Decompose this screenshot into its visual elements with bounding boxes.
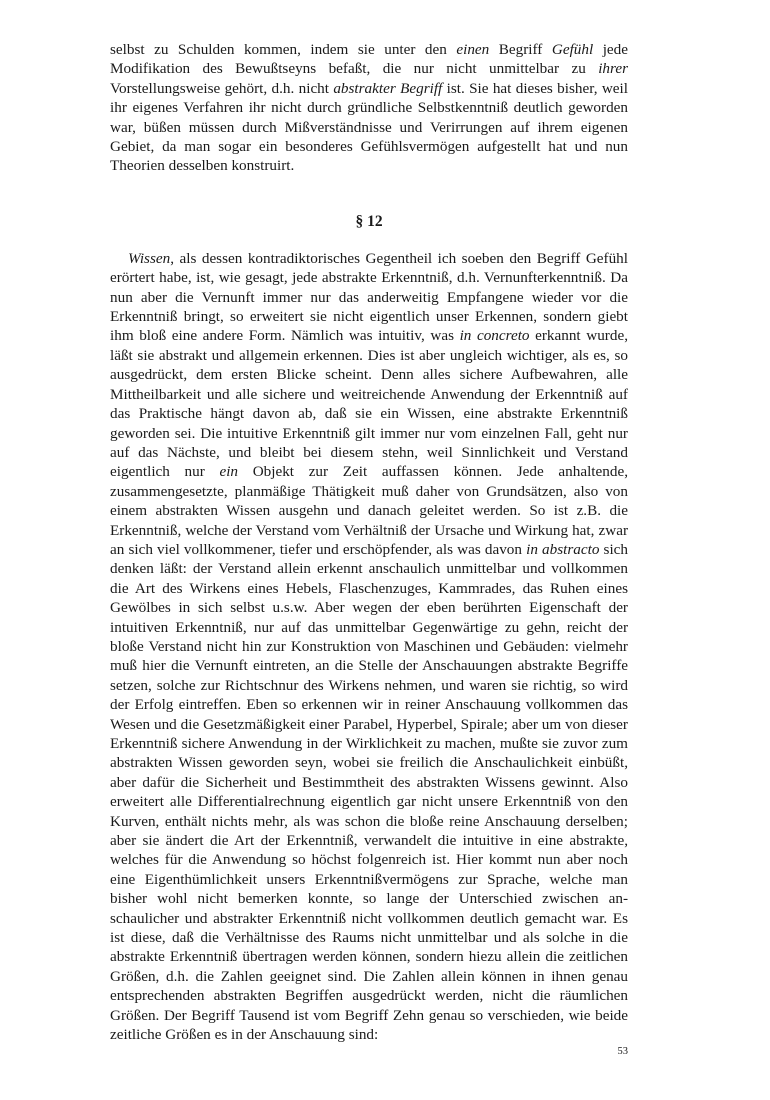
emphasis: in abstracto	[526, 540, 600, 558]
emphasis: einen	[456, 41, 490, 58]
paragraph-carryover: selbst zu Schulden kommen, indem sie unter den einen Begriff Gefühl jede Modifikation des Bewußtseyns befaßt, die nur nicht unmittelbar zu ihrer Vorstellungsweise gehört, d.h. nicht abstrakter Begriff ist. Sie hat dieses bisher, weil ihr eigenes Verfahren ihr nicht durch gründliche Selbstkenntniß deutlich geworden war, büßen müssen durch Mißverständnisse und Verirrungen auf ihrem eigenen Gebiet, da man sogar ein besonderes Gefühlsvermögen aufgestellt hat und nun Theorien desselben konstruirt.	[110, 41, 628, 175]
emphasis: in concreto	[459, 327, 530, 345]
emphasis: Gefühl	[551, 41, 594, 58]
page-number: 53	[617, 1046, 628, 1057]
paragraph-section-12: Wissen, als dessen kontradiktorisches Gegentheil ich soeben den Begriff Gefühl erörtert habe, ist, wie gesagt, jede abstrakte Erkenntniß, d.h. Vernunfterkenntniß. Da nun aber die Vernunft immer nur das anderweitig Empfangene wieder vor die Erkenntniß bringt, so erweitert sie nicht eigentlich unser Erkennen, sondern giebt ihm bloß eine andere Form. Nämlich was intuitiv, was in concreto erkannt wurde, läßt sie abstrakt und allgemein erkennen. Dies ist aber ungleich wichtiger, als es, so ausgedrückt, dem ersten Blicke scheint. Denn alles sichere Aufbewahren, alle Mittheilbarkeit und alle sichere und weitreichende Anwendung der Erkenntniß auf das Praktische hängt davon ab, daß sie ein Wissen, eine abstrakte Erkenntniß geworden sei. Die intuitive Erkenntniß gilt immer nur vom einzelnen Fall, geht nur auf das Nächste, und bleibt bei diesem stehn, weil Sinnlichkeit und Verstand eigentlich nur ein Objekt zur Zeit auffassen können. Jede anhaltende, zusammengesetzte, planmäßige Thätigkeit muß daher von Grundsätzen, also von einem abstrakten Wissen ausgehn und danach geleitet werden. So ist z.B. die Erkenntniß, welche der Verstand vom Verhältniß der Ursache und Wirkung hat, zwar an sich viel vollkommener, tiefer und erschöpfender, als was davon in abstracto sich denken läßt: der Verstand allein erkennt anschaulich unmittelbar und vollkommen die Art des Wirkens eines Hebels, Flaschenzuges, Kammrades, das Ruhen eines Gewölbes in sich selbst u.s.w. Aber wegen der eben berührten Eigenschaft der intuitiven Erkenntniß, nur auf das unmittelbar Gegenwärtige zu gehn, reicht der bloße Verstand nicht hin zur Konstruktion von Maschinen und Gebäuden: vielmehr muß hier die Vernunft eintreten, an die Stelle der Anschauungen abstrakte Begriffe setzen, solche zur Richtschnur des Wirkens nehmen, und waren sie richtig, so wird der Erfolg eintreffen. Eben so erkennen wir in reiner Anschauung vollkommen das Wesen und die Gesetzmäßigkeit einer Parabel, Hyperbel, Spirale; aber um von dieser Erkenntniß sichere Anwendung in der Wirklichkeit zu machen, mußte sie zuvor zum abstrakten Wissen geworden seyn, wobei sie freilich die Anschaulichkeit einbüßt, aber dafür die Sicherheit und Bestimmtheit des abstrakten Wissens gewinnt. Also erweitert alle Differentialrechnung eigentlich gar nicht unsere Erkenntniß von den Kurven, enthält nichts mehr, als was schon die bloße reine Anschauung derselben; aber sie ändert die Art der Erkenntniß, verwandelt die intuitive in eine abstrakte, welches für die Anwendung so höchst folgenreich ist. Hier kommt nun aber noch eine Eigenthümlichkeit unsers Erkenntnißvermögens zur Sprache, welche man bisher wohl nicht bemerken konnte, so lange der Unterschied zwischen anschaulicher und abstrakter Erkenntniß nicht vollkommen deutlich gemacht war. Es ist diese, daß die Verhältnisse des Raums nicht unmittelbar und als solche in die abstrakte Erkenntniß übertragen werden können, sondern hiezu allein die zeitlichen Größen, d.h. die Zahlen geeignet sind. Die Zahlen allein können in ihnen genau entsprechenden abstrakten Begriffen ausgedrückt werden, nicht die räumlichen Größen. Der Begriff Tausend ist vom Begriff Zehn genau so verschieden, wie beide zeitliche Größen es in der Anschauung sind:	[110, 249, 628, 1044]
emphasis: abstrakter Begriff	[333, 79, 443, 97]
section-heading: § 12	[355, 212, 383, 230]
emphasis: ihrer	[598, 60, 628, 78]
emphasis: ein	[219, 463, 239, 481]
emphasis: Wissen	[128, 249, 171, 267]
page-body	[110, 40, 628, 1045]
